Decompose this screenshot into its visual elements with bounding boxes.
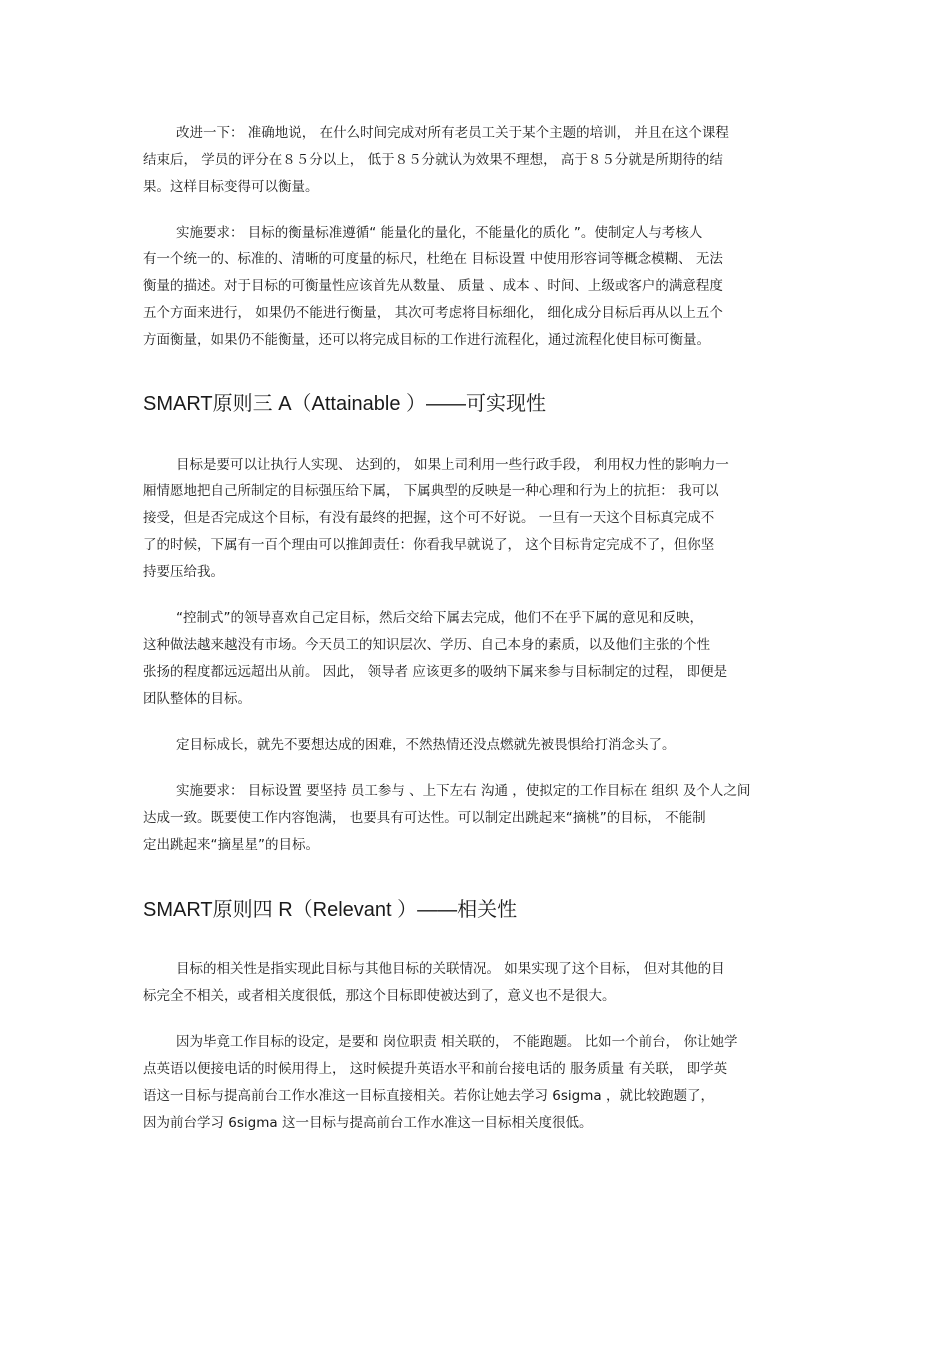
- text-line: 语这一目标与提高前台工作水准这一目标直接相关。若你让她去学习 6sigma ，就比较跑题了，: [143, 1088, 714, 1104]
- text-line: 有一个统一的、标准的、清晰的可度量的标尺，杜绝在 目标设置 中使用形容词等概念模糊、 无法: [143, 251, 723, 267]
- text-line: 定目标成长，就先不要想达成的困难，不然热情还没点燃就先被畏惧给打消念头了。: [176, 737, 676, 753]
- text-line: 方面衡量，如果仍不能衡量，还可以将完成目标的工作进行流程化，通过流程化使目标可衡量。: [143, 332, 710, 348]
- text-line: 因为前台学习 6sigma 这一目标与提高前台工作水准这一目标相关度很低。: [143, 1115, 593, 1131]
- text-line: 这种做法越来越没有市场。今天员工的知识层次、学历、自己本身的素质，以及他们主张的个性: [143, 637, 710, 653]
- text-line: 结束后， 学员的评分在８５分以上， 低于８５分就认为效果不理想， 高于８５分就是所期待的结: [143, 152, 723, 168]
- text-line: 改进一下： 准确地说， 在什么时间完成对所有老员工关于某个主题的培训， 并且在这个课程: [176, 125, 729, 141]
- text-line: 目标是要可以让执行人实现、 达到的， 如果上司利用一些行政手段， 利用权力性的影响力一: [176, 457, 729, 473]
- text-line: 了的时候，下属有一百个理由可以推卸责任：你看我早就说了， 这个目标肯定完成不了，但你坚: [143, 537, 715, 553]
- section-heading: SMART原则四 R（Relevant ）——相关性: [143, 899, 518, 921]
- text-line: 果。这样目标变得可以衡量。: [143, 179, 319, 195]
- text-line: 因为毕竟工作目标的设定，是要和 岗位职责 相关联的， 不能跑题。 比如一个前台， 你让她学: [176, 1034, 738, 1050]
- text-line: 标完全不相关，或者相关度很低，那这个目标即使被达到了，意义也不是很大。: [143, 988, 616, 1004]
- text-line: 定出跳起来“摘星星”的目标。: [143, 837, 319, 853]
- text-line: 实施要求： 目标设置 要坚持 员工参与 、上下左右 沟通 ，使拟定的工作目标在 组织 及个人之间: [176, 783, 751, 799]
- section-heading: SMART原则三 A（Attainable ）——可实现性: [143, 393, 547, 415]
- text-line: 五个方面来进行， 如果仍不能进行衡量， 其次可考虑将目标细化， 细化成分目标后再从以上五个: [143, 305, 723, 321]
- text-line: 衡量的描述。对于目标的可衡量性应该首先从数量、 质量 、成本 、时间、上级或客户的满意程度: [143, 278, 723, 294]
- text-line: 达成一致。既要使工作内容饱满， 也要具有可达性。可以制定出跳起来“摘桃”的目标， 不能制: [143, 810, 706, 826]
- text-line: 接受，但是否完成这个目标，有没有最终的把握，这个可不好说。 一旦有一天这个目标真完成不: [143, 510, 715, 526]
- text-line: 实施要求： 目标的衡量标准遵循“ 能量化的量化，不能量化的质化 ”。使制定人与考核人: [176, 225, 703, 241]
- text-line: 张扬的程度都远远超出从前。 因此， 领导者 应该更多的吸纳下属来参与目标制定的过程， 即便是: [143, 664, 728, 680]
- text-line: 厢情愿地把自己所制定的目标强压给下属， 下属典型的反映是一种心理和行为上的抗拒： 我可以: [143, 483, 719, 499]
- text-line: 点英语以便接电话的时候用得上， 这时候提升英语水平和前台接电话的 服务质量 有关联， 即学英: [143, 1061, 728, 1077]
- text-line: 团队整体的目标。: [143, 691, 251, 707]
- text-line: “控制式”的领导喜欢自己定目标，然后交给下属去完成，他们不在乎下属的意见和反映，: [176, 610, 703, 626]
- text-line: 持要压给我。: [143, 564, 224, 580]
- text-line: 目标的相关性是指实现此目标与其他目标的关联情况。 如果实现了这个目标， 但对其他的目: [176, 961, 725, 977]
